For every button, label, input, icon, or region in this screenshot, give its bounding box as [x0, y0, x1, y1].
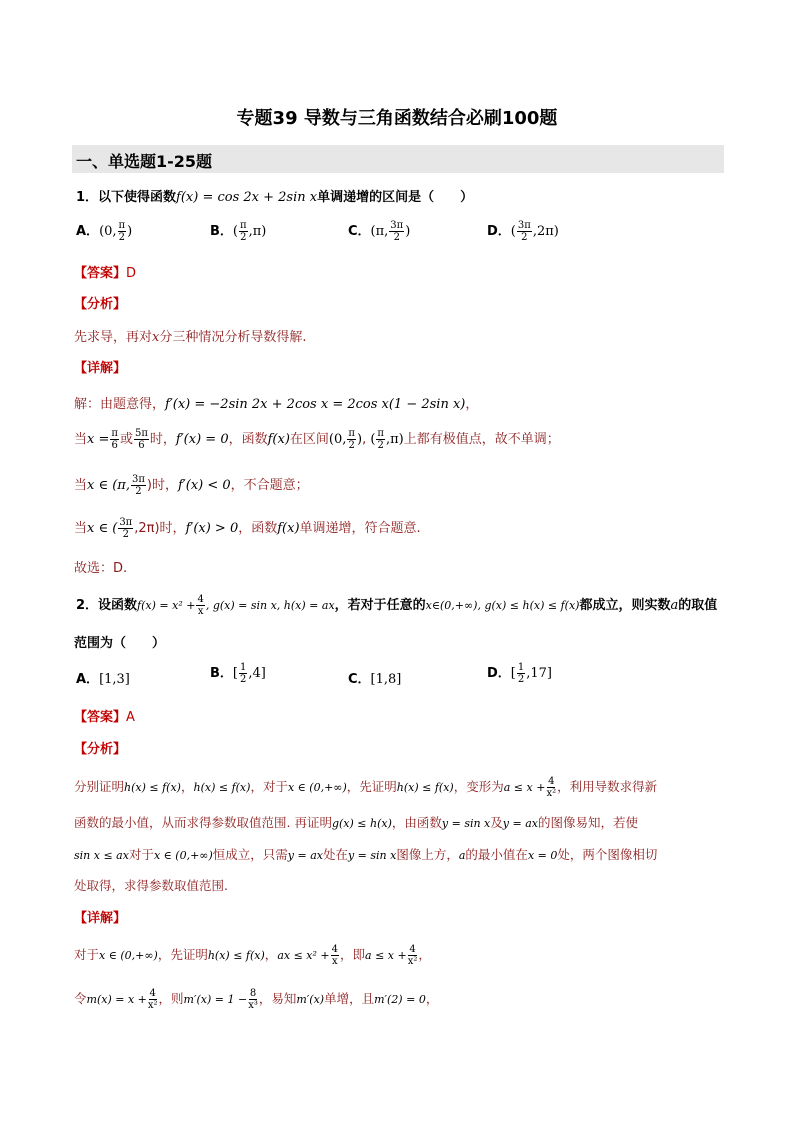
answer-tag: 【答案】 [74, 710, 127, 725]
fraction: $\frac{4}{\text{x²}}$ [147, 988, 158, 1011]
math: m′(x) [296, 993, 325, 1006]
q1-stem-suffix: 单调递增的区间是（ ） [317, 190, 474, 205]
option-value: [1,8] [370, 672, 402, 687]
math: a [458, 849, 466, 862]
math: h(x) ≤ f(x) [207, 949, 265, 962]
option-fraction: $\frac{3\pi}{2}$ [390, 220, 404, 243]
option-fraction: $\frac{\pi}{2}$ [240, 220, 247, 243]
q2-detail-line1 [74, 944, 431, 967]
math: , g(x) = sin x, h(x) = ax [205, 599, 335, 612]
text: 对于 [128, 847, 154, 862]
text: 令 [74, 991, 87, 1006]
q2-analysis-line2 [74, 813, 638, 831]
option-right: ) [405, 224, 411, 239]
answer-tag: 【答案】 [74, 266, 127, 281]
text: ，若对于任意的 [334, 598, 426, 613]
text: 对于 [74, 947, 100, 962]
text: 当 [74, 521, 88, 536]
option-left: [ [232, 666, 238, 681]
math: a [670, 598, 679, 613]
option-right: ,4] [248, 666, 266, 681]
math: m(x) = x + [86, 993, 147, 1006]
math: f′(x) < 0 [178, 478, 231, 493]
q2-analysis-tag: 【分析】 [74, 742, 127, 757]
math: x ∈ ( [87, 521, 118, 536]
math: m′(x) = 1 − [183, 993, 248, 1006]
math: x∈(0,+∞), g(x) ≤ h(x) ≤ f(x) [425, 599, 580, 612]
text: ， [465, 397, 479, 412]
text: 单增，且 [324, 991, 375, 1006]
fraction: $\frac{5\pi}{6}$ [134, 428, 148, 451]
text: ， [180, 779, 194, 794]
q1-detail-line2: 当x = $\frac{\pi}{6}$ 或 $\frac{5\pi}{6}$ 时，f′(x) = 0，函数f(x)在区间(0, $\frac{\pi}{2}$ ), ( $\frac{\pi}{2}$ ,π)上都有极值点，故不单调； [74, 428, 560, 451]
q2-analysis-line1 [74, 776, 657, 799]
q2-option-d [487, 662, 552, 685]
text: ，利用导数求得新 [557, 779, 658, 794]
math: f(x) [277, 521, 300, 536]
math: (0, [328, 432, 347, 447]
text: ，函数 [238, 521, 278, 536]
answer-value: A [126, 710, 135, 725]
math: x = 0 [527, 849, 558, 862]
math: a ≤ x + [503, 781, 546, 794]
text: 图像上方， [396, 847, 459, 862]
option-left: (0, [99, 224, 117, 239]
q1-answer [74, 262, 136, 281]
text: ，先证明 [157, 947, 208, 962]
math: ,π) [385, 432, 404, 447]
text: ， [264, 947, 278, 962]
option-label: A． [76, 224, 100, 239]
option-right: ) [127, 224, 133, 239]
text: 的最小值在 [465, 847, 528, 862]
text: 2．设函数 [76, 598, 138, 613]
q2-option-a [76, 668, 130, 687]
math: y = ax [287, 849, 323, 862]
fraction: $\frac{3\pi}{2}$ [131, 474, 145, 497]
fraction: $\frac{3\pi}{2}$ [119, 517, 133, 540]
math: h(x) ≤ f(x) [124, 781, 181, 794]
option-fraction: $\frac{1}{2}$ [240, 662, 247, 685]
q2-answer [74, 706, 135, 725]
math: y = ax [502, 817, 538, 830]
text: 上都有极值点，故不单调； [403, 432, 560, 447]
q2-option-c [348, 668, 401, 687]
text: ， [418, 947, 431, 962]
text: ，函数 [228, 432, 268, 447]
math: ax ≤ x² + [277, 949, 330, 962]
text: ，先证明 [346, 779, 397, 794]
option-right: ,π) [248, 224, 267, 239]
option-fraction: $\frac{1}{2}$ [517, 662, 525, 685]
fraction: $\frac{4}{\text{x²}}$ [546, 776, 557, 799]
text: 当 [74, 432, 88, 447]
text: ，易知 [258, 991, 297, 1006]
q2-detail-tag: 【详解】 [74, 911, 127, 926]
text: 时， [149, 432, 176, 447]
math: sin x ≤ ax [74, 849, 129, 862]
text: ，则 [158, 991, 184, 1006]
fraction: $\frac{4}{\text{x²}}$ [407, 944, 418, 967]
text: ，对于 [250, 779, 288, 794]
text: )时， [146, 478, 178, 493]
q1-detail-tag: 【详解】 [74, 361, 127, 376]
option-label: C． [348, 224, 371, 239]
text: 分别证明 [74, 779, 125, 794]
option-right: ,17] [526, 666, 552, 681]
math: y = sin x [441, 817, 491, 830]
math: x ∈ (0,+∞) [99, 949, 158, 962]
math: g(x) ≤ h(x) [331, 817, 392, 830]
option-label: A． [76, 672, 100, 687]
fraction: $\frac{\pi}{2}$ [377, 428, 384, 451]
math: x ∈ (0,+∞) [287, 781, 347, 794]
math: h(x) ≤ f(x) [193, 781, 251, 794]
q1-option-a [76, 220, 132, 243]
q2-analysis-line4: 处取得，求得参数取值范围. [74, 878, 228, 893]
math: m′(2) = 0 [374, 993, 426, 1006]
text: 恒成立，只需 [212, 847, 288, 862]
text: 分三种情况分析导数得解. [159, 330, 307, 345]
fraction: $\frac{8}{\text{x³}}$ [248, 988, 258, 1011]
text: ,2π)时， [134, 521, 186, 536]
text: ，变形为 [453, 779, 504, 794]
text: 先求导，再对 [74, 330, 153, 345]
text: ，即 [340, 947, 366, 962]
text: 在区间 [289, 432, 329, 447]
q1-detail-line3 [74, 474, 309, 497]
q1-option-d [487, 220, 559, 243]
q2-analysis-line3 [74, 845, 657, 863]
option-fraction: $\frac{\pi}{2}$ [118, 220, 126, 243]
text: 当 [74, 478, 88, 493]
option-left: (π, [370, 224, 389, 239]
q1-stem [76, 186, 473, 205]
text: 处，两个图像相切 [557, 847, 658, 862]
text: 函数的最小值，从而求得参数取值范围. 再证明 [74, 815, 332, 830]
q2-stem-line1 [76, 594, 717, 617]
answer-value: D [126, 266, 137, 281]
q1-analysis-tag: 【分析】 [74, 297, 127, 312]
text: 的取值 [678, 598, 718, 613]
option-fraction: $\frac{3\pi}{2}$ [517, 220, 531, 243]
option-value: [1,3] [99, 672, 130, 687]
option-right: ,2π) [532, 224, 559, 239]
fraction: $\frac{\pi}{2}$ [348, 428, 355, 451]
option-left: ( [510, 224, 516, 239]
option-label: B． [210, 224, 233, 239]
fraction: $\frac{4}{x}$ [331, 944, 338, 967]
text: 解：由题意得， [74, 397, 166, 412]
q1-option-b [210, 220, 266, 243]
text: 及 [490, 815, 503, 830]
q1-analysis-text [74, 326, 307, 345]
q1-detail-line1 [74, 393, 478, 412]
section-title: 一、单选题1-25题 [76, 152, 213, 171]
option-label: D． [487, 224, 511, 239]
math: x [152, 330, 160, 345]
math: h(x) ≤ f(x) [396, 781, 454, 794]
math: y = sin x [347, 849, 397, 862]
text: 或 [119, 432, 133, 447]
math: f(x) [267, 432, 290, 447]
fraction: $\frac{\pi}{6}$ [111, 428, 118, 451]
q1-detail-line4 [74, 517, 421, 540]
math: x = [87, 432, 110, 447]
math: a ≤ x + [365, 949, 407, 962]
text: 的图像易知，若使 [537, 815, 638, 830]
q2-option-b [210, 662, 266, 685]
option-label: C． [348, 672, 371, 687]
math: x ∈ (0,+∞) [153, 849, 213, 862]
math: f′(x) = −2sin 2x + 2cos x = 2cos x(1 − 2sin x) [165, 397, 466, 412]
text: 单调递增，符合题意. [299, 521, 421, 536]
math: ( [370, 432, 376, 447]
text: ，由函数 [391, 815, 442, 830]
q2-stem-line2: 范围为（ ） [74, 636, 166, 651]
text: 处在 [322, 847, 348, 862]
fraction: $\frac{4}{x}$ [197, 594, 204, 617]
option-left: ( [232, 224, 238, 239]
math: f′(x) > 0 [185, 521, 239, 536]
math: x ∈ (π, [87, 478, 130, 493]
option-label: B． [210, 666, 233, 681]
q1-function: f(x) = cos 2x + 2sin x [176, 190, 318, 205]
q2-detail-line2 [74, 988, 438, 1011]
text: ，不合题意； [230, 478, 309, 493]
option-left: [ [510, 666, 516, 681]
q1-option-c [348, 220, 410, 243]
text: ， [425, 991, 439, 1006]
page-title: 专题39 导数与三角函数结合必刷100题 [236, 108, 558, 129]
text: 都成立，则实数 [579, 598, 671, 613]
q1-stem-prefix: 1．以下使得函数 [76, 190, 177, 205]
math: f′(x) = 0 [175, 432, 229, 447]
option-label: D． [487, 666, 511, 681]
math: ) [356, 432, 363, 447]
q1-detail-line5: 故选：D. [74, 561, 128, 576]
math: f(x) = x² + [137, 599, 196, 612]
